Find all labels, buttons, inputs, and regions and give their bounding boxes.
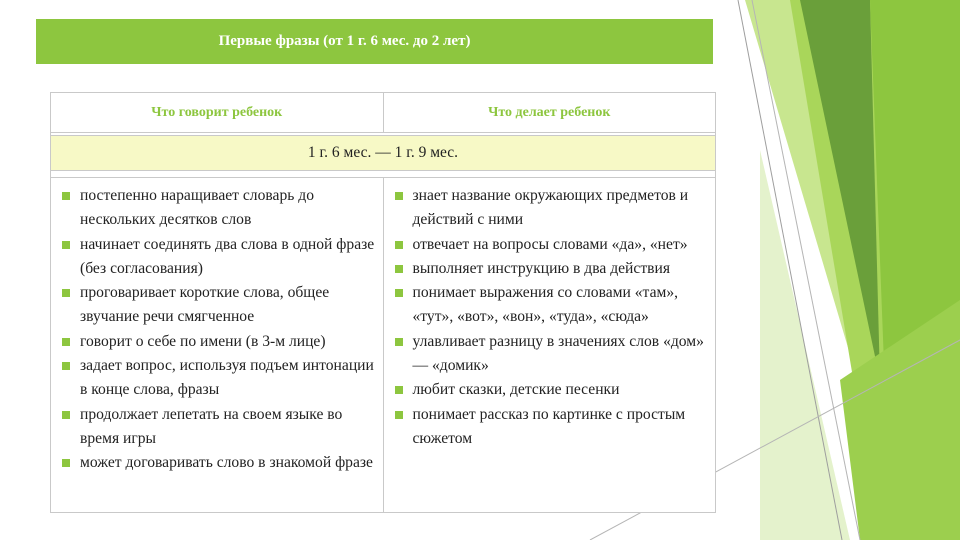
square-bullet-icon <box>62 338 70 346</box>
title-bar <box>36 19 713 64</box>
list-item <box>393 233 708 257</box>
list-item <box>60 403 375 452</box>
list-item-text: знает название окружающих предметов и действий с ними <box>412 187 689 229</box>
table-header-row <box>51 93 715 133</box>
age-range-row: 1 г. 6 мес. — 1 г. 9 мес. <box>51 135 715 171</box>
list-item <box>60 330 375 354</box>
list-item-text: начинает соединять два слова в одной фразе (без согласования) <box>80 235 375 277</box>
table-body-row <box>51 177 715 513</box>
list-item <box>60 184 375 233</box>
header-what-child-does: Что делает ребенок <box>384 93 716 133</box>
list-item-text: может договаривать слово в знакомой фразе <box>80 454 373 472</box>
list-item <box>393 403 708 452</box>
header-what-child-says: Что говорит ребенок <box>51 93 384 133</box>
list-item-text: продолжает лепетать на своем языке во время игры <box>80 405 343 447</box>
square-bullet-icon <box>395 241 403 249</box>
list-item-text: выполняет инструкцию в два действия <box>412 259 671 277</box>
list-item <box>60 281 375 330</box>
square-bullet-icon <box>395 411 403 419</box>
list-item <box>60 233 375 282</box>
square-bullet-icon <box>395 386 403 394</box>
list-item <box>60 451 375 475</box>
list-item-text: понимает выражения со словами «там», «тут», «вот», «вон», «туда», «сюда» <box>412 284 679 326</box>
list-item <box>60 354 375 403</box>
square-bullet-icon <box>62 362 70 370</box>
list-item-text: отвечает на вопросы словами «да», «нет» <box>412 235 688 253</box>
list-item-text: любит сказки, детские песенки <box>412 381 620 399</box>
square-bullet-icon <box>395 192 403 200</box>
slide-title: Первые фразы (от 1 г. 6 мес. до 2 лет) <box>218 33 471 49</box>
list-item-text: проговаривает короткие слова, общее звучание речи смягченное <box>80 284 330 326</box>
square-bullet-icon <box>395 338 403 346</box>
square-bullet-icon <box>62 192 70 200</box>
square-bullet-icon <box>62 289 70 297</box>
list-item-text: постепенно наращивает словарь до нескольких десятков слов <box>80 187 315 229</box>
list-item <box>393 281 708 330</box>
list-item <box>393 330 708 379</box>
list-item-text: говорит о себе по имени (в 3-м лице) <box>80 332 326 350</box>
actions-column <box>384 178 716 513</box>
square-bullet-icon <box>62 241 70 249</box>
square-bullet-icon <box>62 411 70 419</box>
actions-list <box>393 184 708 451</box>
list-item-text: задает вопрос, используя подъем интонации в конце слова, фразы <box>80 357 374 399</box>
list-item <box>393 257 708 281</box>
list-item-text: улавливает разницу в значениях слов «дом» — «домик» <box>412 332 704 375</box>
list-item <box>393 378 708 402</box>
square-bullet-icon <box>395 289 403 297</box>
speech-list <box>60 184 375 476</box>
development-table <box>50 92 716 513</box>
square-bullet-icon <box>62 459 70 467</box>
list-item <box>393 184 708 233</box>
square-bullet-icon <box>395 265 403 273</box>
list-item-text: понимает рассказ по картинке с простым сюжетом <box>412 405 686 447</box>
speech-column <box>51 178 384 513</box>
